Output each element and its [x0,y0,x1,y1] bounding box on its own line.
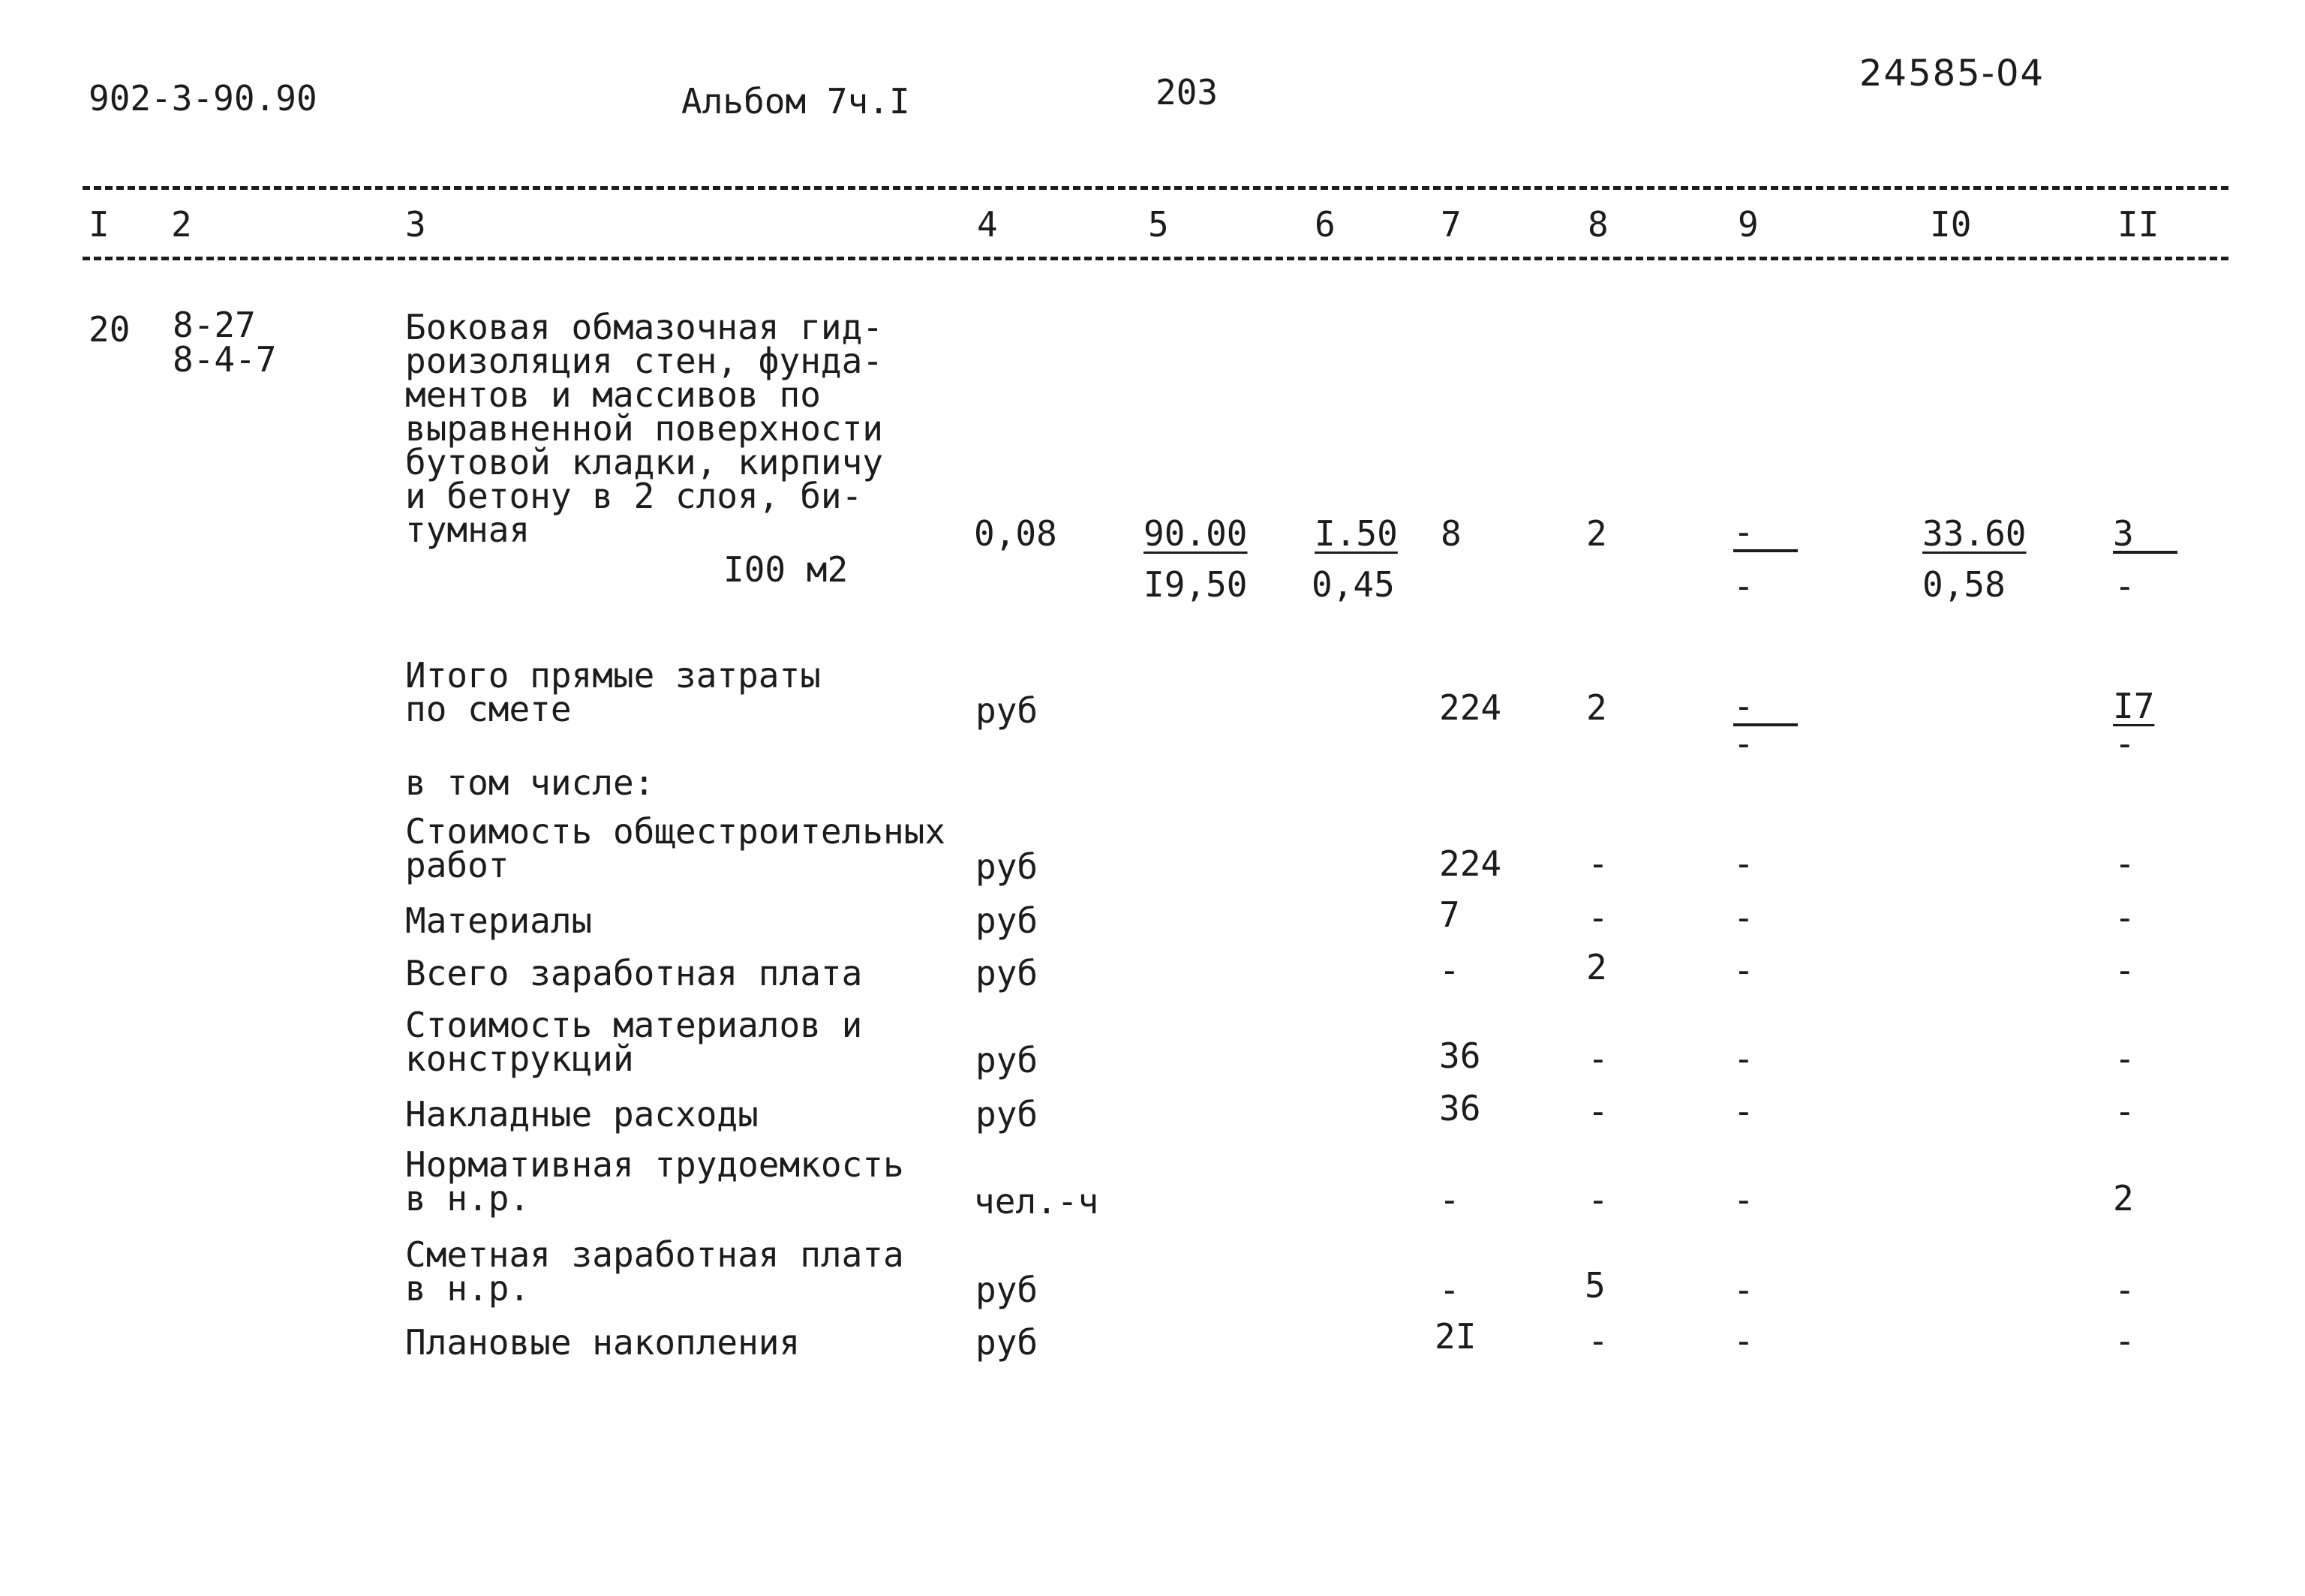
row-unit: руб [975,953,1038,993]
row-col9: - [1733,950,1754,990]
row-label: Плановые накопления [405,1322,801,1363]
col-header-11: II [2117,204,2159,245]
header-bottom-rule [83,257,2228,260]
total-col9-bottom: - [1733,723,1754,764]
col7-value: 8 [1441,513,1462,554]
row-label: Всего заработная плата [405,953,863,993]
row-col11: - [2114,1270,2135,1310]
row-label: Стоимость общестроительных работ [405,811,946,885]
row-col9: - [1733,1038,1754,1079]
col-header-1: I [89,204,110,245]
item-code-2: 8-4-7 [173,339,277,380]
row-col11: 2 [2113,1178,2134,1219]
row-unit: чел.-ч [974,1181,1099,1222]
col6-value-bottom: 0,45 [1312,564,1395,605]
col9-value-top: - [1733,515,1798,552]
row-unit: руб [975,1270,1038,1310]
document-code: 902-3-90.90 [89,78,317,119]
row-col8: - [1588,1180,1609,1220]
row-col8: 2 [1586,947,1607,987]
total-col11-bottom: - [2114,723,2135,764]
row-col7: - [1439,1270,1460,1310]
row-col7: 2I [1435,1316,1477,1357]
row-col8: - [1588,1038,1609,1079]
total-col8: 2 [1586,687,1607,728]
row-col8: 5 [1585,1265,1606,1306]
total-col9-top: - [1733,689,1798,726]
album-label: Альбом 7ч.I [681,81,910,122]
item-unit: I00 м2 [723,549,849,590]
row-col7: 7 [1439,894,1460,935]
item-description: Боковая обмазочная гид- роизоляция стен, фунда- ментов и массивов по выравненной поверхности бутовой кладки, кирпичу и бетону в 2 слоя, би- тумная [405,307,883,550]
col-header-8: 8 [1588,204,1609,245]
row-col7: - [1439,1180,1460,1220]
row-label: Материалы [405,900,593,941]
col-header-2: 2 [171,204,192,245]
header-top-rule [83,186,2228,190]
total-label: Итого прямые затраты по смете [405,655,821,729]
row-unit: руб [975,1322,1038,1363]
total-col7: 224 [1439,687,1502,728]
col-header-10: I0 [1930,204,1972,245]
row-col9: - [1733,1270,1754,1310]
item-number: 20 [89,309,131,350]
row-label: Сметная заработная плата в н.р. [405,1234,904,1309]
row-col7: 36 [1439,1088,1481,1129]
col-header-9: 9 [1738,204,1759,245]
row-unit: руб [975,900,1038,941]
item-code-1: 8-27 [173,305,256,345]
col10-value-bottom: 0,58 [1922,564,2006,605]
col8-value: 2 [1586,513,1607,554]
col9-value-bottom: - [1733,566,1754,606]
row-col9: - [1733,897,1754,938]
handwritten-inventory-code: 24585-04 [1859,53,2045,95]
row-unit: руб [975,1040,1038,1081]
col11-value-bottom: - [2114,566,2135,606]
row-label: Нормативная трудоемкость в н.р. [405,1144,904,1219]
row-col11: - [2114,1321,2135,1361]
col11-value-top: 3 [2113,516,2177,554]
row-col11: - [2114,1091,2135,1132]
total-col11-top: I7 [2113,686,2155,726]
row-col9: - [1733,1180,1754,1220]
row-col11: - [2114,897,2135,938]
row-col8: - [1588,1321,1609,1361]
page-number: 203 [1156,72,1219,113]
row-unit: руб [975,1094,1038,1135]
row-col9: - [1733,1321,1754,1361]
row-col9: - [1733,1091,1754,1132]
row-col11: - [2114,950,2135,990]
item-quantity: 0,08 [974,513,1057,554]
row-col7: 224 [1439,843,1502,884]
row-label: Стоимость материалов и конструкций [405,1005,863,1079]
col5-value-bottom: I9,50 [1143,564,1248,605]
row-col9: - [1733,843,1754,884]
col-header-6: 6 [1315,204,1336,245]
row-unit: руб [975,846,1038,887]
row-col8: - [1588,897,1609,938]
col-header-5: 5 [1148,204,1169,245]
row-col8: - [1588,1091,1609,1132]
row-label: Накладные расходы [405,1094,759,1135]
row-col8: - [1588,843,1609,884]
total-unit: руб [975,690,1038,731]
col-header-7: 7 [1441,204,1462,245]
including-label: в том числе: [405,762,655,803]
col-header-4: 4 [977,204,998,245]
col6-value-top: I.50 [1315,513,1398,554]
col-header-3: 3 [405,204,426,245]
row-col7: - [1439,950,1460,990]
row-col7: 36 [1439,1035,1481,1076]
col5-value-top: 90.00 [1143,513,1248,554]
row-col11: - [2114,1038,2135,1079]
row-col11: - [2114,843,2135,884]
col10-value-top: 33.60 [1922,513,2027,554]
